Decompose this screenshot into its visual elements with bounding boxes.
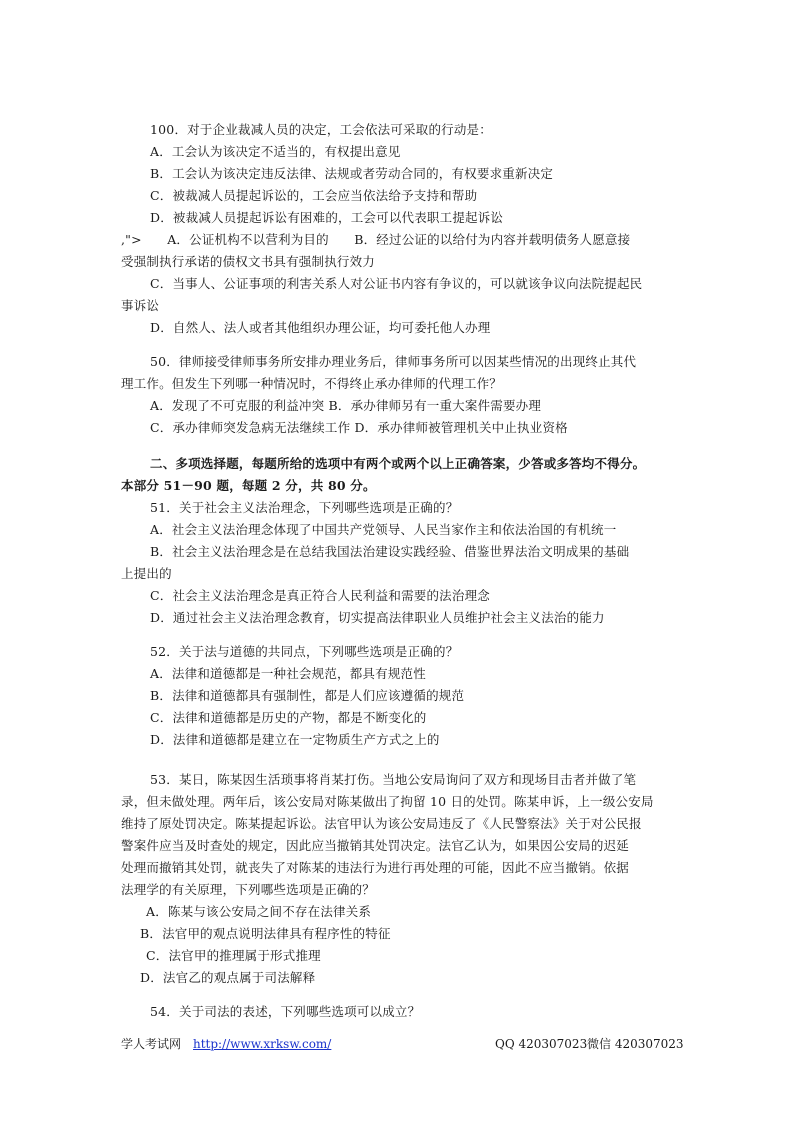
question-50-stem-line-1: 50．律师接受律师事务所安排办理业务后，律师事务所可以因某些情况的出现终止其代: [150, 354, 637, 369]
section-2-heading-line-1: 二、多项选择题，每题所给的选项中有两个或两个以上正确答案，少答或多答均不得分。: [150, 456, 646, 471]
section-2-heading-line-2: 本部分 51－90 题，每题 2 分，共 80 分。: [121, 478, 376, 493]
question-52-option-d: D．法律和道德都是建立在一定物质生产方式之上的: [150, 732, 440, 747]
notary-option-c-line-1: C．当事人、公证事项的利害关系人对公证书内容有争议的，可以就该争议向法院提起民: [150, 276, 643, 291]
question-50-options-cd: C．承办律师突发急病无法继续工作 D．承办律师被管理机关中止执业资格: [150, 420, 568, 435]
question-53-stem-line-3: 维持了原处罚决定。陈某提起诉讼。法官甲认为该公安局违反了《人民警察法》关于对公民报: [121, 816, 642, 831]
question-53-stem-line-5: 处理而撤销其处罚，就丧失了对陈某的违法行为进行再处理的可能，因此不应当撤销。依据: [121, 860, 630, 875]
notary-option-line-2: 受强制执行承诺的债权文书具有强制执行效力: [121, 254, 376, 269]
footer-url-link[interactable]: http://www.xrksw.com/: [193, 1037, 332, 1051]
footer-site-name: 学人考试网: [121, 1037, 182, 1051]
footer-qq: QQ 420307023: [495, 1037, 588, 1051]
question-51-option-a: A．社会主义法治理念体现了中国共产党领导、人民当家作主和依法治国的有机统一: [150, 522, 617, 537]
notary-option-c-line-2: 事诉讼: [121, 298, 160, 313]
question-53-option-b: B．法官甲的观点说明法律具有程序性的特征: [140, 926, 391, 941]
question-52-option-b: B．法律和道德都具有强制性，都是人们应该遵循的规范: [150, 688, 465, 703]
question-100-stem: 100．对于企业裁减人员的决定，工会依法可采取的行动是：: [150, 122, 492, 137]
question-50-stem-line-2: 理工作。但发生下列哪一种情况时，不得终止承办律师的代理工作？: [121, 376, 503, 391]
notary-option-d: D．自然人、法人或者其他组织办理公证，均可委托他人办理: [150, 320, 491, 335]
question-51-stem: 51．关于社会主义法治理念，下列哪些选项是正确的？: [150, 500, 459, 515]
question-51-option-c: C．社会主义法治理念是真正符合人民利益和需要的法治理念: [150, 588, 490, 603]
question-50-options-ab: A．发现了不可克服的利益冲突 B．承办律师另有一重大案件需要办理: [150, 398, 542, 413]
question-52-stem: 52．关于法与道德的共同点，下列哪些选项是正确的？: [150, 644, 459, 659]
question-51-option-b-line-2: 上提出的: [121, 566, 172, 581]
question-53-stem-line-4: 警案件应当及时查处的规定，因此应当撤销其处罚决定。法官乙认为，如果因公安局的迟延: [121, 838, 630, 853]
question-53-stem-line-2: 录，但未做处理。两年后，该公安局对陈某做出了拘留 10 日的处罚。陈某申诉，上一级公安局: [121, 794, 654, 809]
question-100-option-a: A．工会认为该决定不适当的，有权提出意见: [150, 144, 401, 159]
question-53-stem-line-1: 53．某日，陈某因生活琐事将肖某打伤。当地公安局询问了双方和现场目击者并做了笔: [150, 772, 637, 787]
question-54-stem: 54．关于司法的表述，下列哪些选项可以成立？: [150, 1004, 421, 1019]
question-53-option-d: D．法官乙的观点属于司法解释: [140, 970, 316, 985]
question-51-option-d: D．通过社会主义法治理念教育，切实提高法律职业人员维护社会主义法治的能力: [150, 610, 605, 625]
question-100-option-d: D．被裁减人员提起诉讼有困难的，工会可以代表职工提起诉讼: [150, 210, 504, 225]
question-52-option-c: C．法律和道德都是历史的产物，都是不断变化的: [150, 710, 427, 725]
question-51-option-b-line-1: B．社会主义法治理念是在总结我国法治建设实践经验、借鉴世界法治文明成果的基础: [150, 544, 630, 559]
question-53-stem-line-6: 法理学的有关原理，下列哪些选项是正确的？: [121, 882, 376, 897]
question-100-option-b: B．工会认为该决定违反法律、法规或者劳动合同的，有权要求重新决定: [150, 166, 554, 181]
question-100-option-c: C．被裁减人员提起诉讼的，工会应当依法给予支持和帮助: [150, 188, 478, 203]
question-53-option-a: A．陈某与该公安局之间不存在法律关系: [146, 904, 372, 919]
question-53-option-c: C．法官甲的推理属于形式推理: [146, 948, 321, 963]
footer-wechat: 微信 420307023: [587, 1037, 684, 1051]
question-52-option-a: A．法律和道德都是一种社会规范，都具有规范性: [150, 666, 426, 681]
notary-option-line-1: ,"> A．公证机构不以营利为目的 B．经过公证的以给付为内容并载明债务人愿意接: [121, 232, 631, 247]
